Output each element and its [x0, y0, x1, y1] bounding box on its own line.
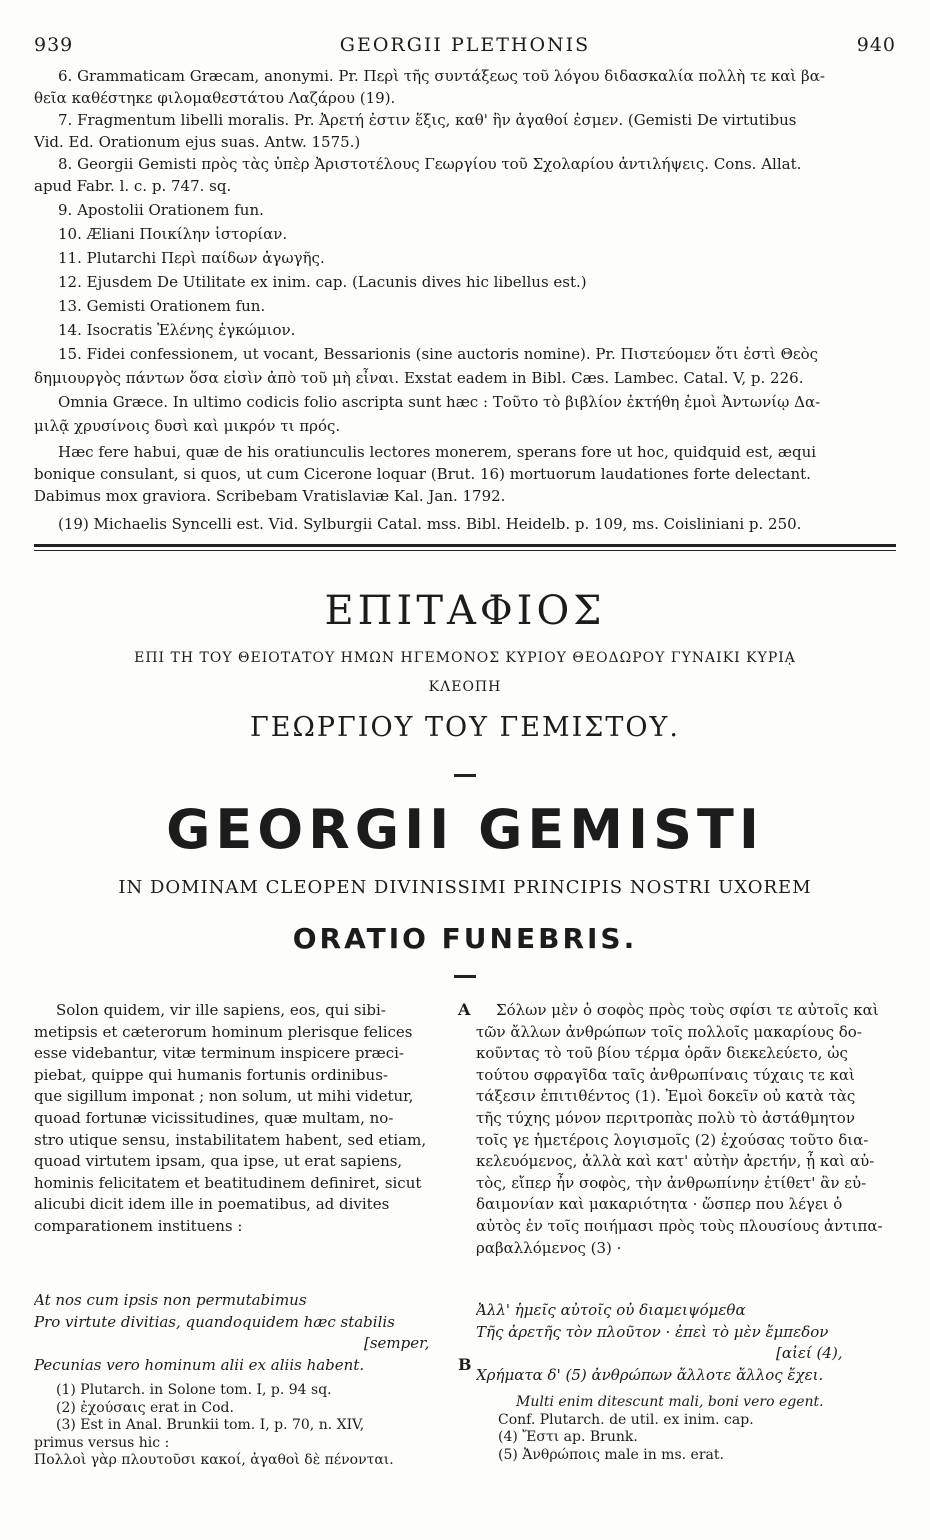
- list-line: θεῖα καθέστηκε φιλομαθεστάτου Λαζάρου (19).: [34, 89, 396, 107]
- section-rule-thin: [34, 550, 896, 551]
- verse-line: Pecunias vero hominum alii ex aliis habent.: [34, 1355, 365, 1374]
- latin-footnotes: [34, 1382, 452, 1470]
- footnote-line: (4) Ἔστι ap. Brunk.: [498, 1429, 638, 1445]
- footnote-line: (5) Ἀνθρώποις male in ms. erat.: [498, 1446, 724, 1463]
- margin-marker-b: B: [458, 1355, 472, 1374]
- list-line: 6. Grammaticam Græcam, anonymi. Pr. Περὶ τῆς συντάξεως τοῦ λόγου διδασκαλία πολλὴ τε καὶ βα-: [58, 67, 825, 85]
- latin-line: metipsis et cæterorum hominum plerisque felices: [34, 1022, 413, 1041]
- greek-line: τὸς, εἴπερ ἦν σοφὸς, τὴν ἀνθρωπίνην ἐτίθετ' ἂν εὐ-: [476, 1173, 867, 1192]
- footnote-line: (1) Plutarch. in Solone tom. I, p. 94 sq.: [56, 1382, 332, 1398]
- list-line: bonique consulant, si quos, ut cum Cicerone loquar (Brut. 16) mortuorum laudationes forte delectant.: [34, 465, 811, 483]
- verse-line: Ἀλλ' ἡμεῖς αὐτοῖς οὐ διαμειψόμεθα: [476, 1301, 746, 1319]
- latin-line: que sigillum imponat ; non solum, ut mihi videtur,: [34, 1087, 414, 1106]
- list-line: 11. Plutarchi Περὶ παίδων ἀγωγῆς.: [58, 249, 325, 267]
- footnote-line: (3) Est in Anal. Brunkii tom. I, p. 70, n. XIV,: [56, 1417, 365, 1433]
- footnote-line: Conf. Plutarch. de util. ex inim. cap.: [498, 1411, 754, 1428]
- verse-line: [semper,: [364, 1334, 430, 1353]
- list-line: Omnia Græce. In ultimo codicis folio ascripta sunt hæc : Τοῦτο τὸ βιβλίον ἐκτήθη ἐμοὶ Ἀντωνίῳ Δα-: [58, 393, 821, 411]
- greek-line: τοῖς γε ἡμετέροις λογισμοῖς (2) ἐχούσας τοῦτο δια-: [476, 1130, 869, 1149]
- left-page-number: 939: [34, 34, 74, 56]
- greek-subtitle-2: ΚΛΕΟΠΗ: [428, 679, 502, 695]
- list-line: 9. Apostolii Orationem fun.: [58, 201, 264, 219]
- footnote-19: (19) Michaelis Syncelli est. Vid. Sylburgii Catal. mss. Bibl. Heidelb. p. 109, ms. Coisliniani p. 250.: [58, 515, 802, 533]
- latin-title: GEORGII GEMISTI: [166, 798, 764, 861]
- list-line: μιλᾷ χρυσίνοις δυσὶ καὶ μικρόν τι πρός.: [34, 417, 341, 435]
- greek-footnotes: [476, 1394, 896, 1464]
- list-line: 15. Fidei confessionem, ut vocant, Bessarionis (sine auctoris nomine). Pr. Πιστεύομεν ὅτι ἐστὶ Θεὸς: [58, 345, 819, 363]
- margin-marker-a: A: [458, 1000, 471, 1019]
- greek-line: κοῦντας τὸ τοῦ βίου τέρμα ὁρᾶν διεκελεύετο, ὡς: [476, 1044, 848, 1063]
- latin-column: [34, 1000, 452, 1238]
- latin-line: comparationem instituens :: [34, 1216, 243, 1235]
- greek-subtitle: ΕΠΙ ΤΗ ΤΟΥ ΘΕΙΟΤΑΤΟΥ ΗΜΩΝ ΗΓΕΜΟΝΟΣ ΚΥΡΙΟΥ ΘΕΟΔΩΡΟΥ ΓΥΝΑΙΚΙ ΚΥΡΙᾼ: [134, 650, 796, 666]
- latin-verse: [34, 1290, 452, 1376]
- verse-line: At nos cum ipsis non permutabimus: [34, 1291, 307, 1309]
- list-line: Vid. Ed. Orationum ejus suas. Antw. 1575.): [34, 133, 361, 151]
- running-title: GEORGII PLETHONIS: [339, 34, 591, 56]
- footnote-line: Πολλοὶ γὰρ πλουτοῦσι κακοί, ἀγαθοὶ δὲ πένονται.: [34, 1452, 394, 1468]
- greek-author: ΓΕΩΡΓΙΟΥ ΤΟΥ ΓΕΜΙΣΤΟΥ.: [250, 712, 680, 743]
- greek-line: τούτου σφραγῖδα ταῖς ἀνθρωπίναις τύχαις τε καὶ: [476, 1065, 855, 1084]
- right-page-number: 940: [856, 34, 896, 56]
- list-line: Dabimus mox graviora. Scribebam Vratislaviæ Kal. Jan. 1792.: [34, 487, 506, 505]
- greek-line: τῶν ἄλλων ἀνθρώπων τοῖς πολλοῖς μακαρίους δο-: [476, 1022, 862, 1041]
- verse-line: [αἰεί (4),: [776, 1344, 843, 1363]
- list-line: δημιουργὸς πάντων ὅσα εἰσὶν ἀπὸ τοῦ μὴ εἶναι. Exstat eadem in Bibl. Cæs. Lambec. Catal. V, p. 226.: [34, 369, 804, 387]
- latin-line: hominis felicitatem et beatitudinem definiret, sicut: [34, 1173, 422, 1192]
- greek-line: ραβαλλόμενος (3) ·: [476, 1238, 622, 1257]
- list-line: 10. Æliani Ποικίλην ἱστορίαν.: [58, 225, 288, 243]
- latin-line: quoad fortunæ vicissitudines, quæ multam, no-: [34, 1108, 394, 1127]
- latin-line: alicubi dicit idem ille in poematibus, ad divites: [34, 1195, 390, 1214]
- title-dash: [454, 774, 476, 777]
- footnote-line: primus versus hic :: [34, 1434, 170, 1451]
- list-line: Hæc fere habui, quæ de his oratiunculis lectores monerem, sperans fore ut hoc, quidquid est, æqui: [58, 443, 817, 461]
- greek-title: ΕΠΙΤΑΦΙΟΣ: [324, 588, 606, 634]
- verse-line: Χρήματα δ' (5) ἀνθρώπων ἄλλοτε ἄλλος ἔχει.: [476, 1365, 824, 1384]
- greek-line: τάξεσιν ἐπιτιθέντος (1). Ἐμοὶ δοκεῖν οὐ κατὰ τὰς: [476, 1087, 856, 1106]
- verse-line: Τῆς ἀρετῆς τὸν πλοῦτον · ἐπεὶ τὸ μὲν ἔμπεδον: [476, 1322, 829, 1341]
- list-line: 7. Fragmentum libelli moralis. Pr. Ἀρετή ἐστιν ἕξις, καθ' ἣν ἀγαθοί ἐσμεν. (Gemisti De virtutibus: [58, 111, 797, 129]
- greek-line: Σόλων μὲν ὁ σοφὸς πρὸς τοὺς σφίσι τε αὐτοῖς καὶ: [496, 1001, 879, 1019]
- list-line: apud Fabr. l. c. p. 747. sq.: [34, 177, 232, 195]
- latin-subtitle: IN DOMINAM CLEOPEN DIVINISSIMI PRINCIPIS NOSTRI UXOREM: [118, 877, 812, 898]
- greek-verse: [476, 1300, 896, 1386]
- list-line: 13. Gemisti Orationem fun.: [58, 297, 266, 315]
- latin-line: Solon quidem, vir ille sapiens, eos, qui sibi-: [56, 1001, 386, 1019]
- latin-line: piebat, quippe qui humanis fortunis ordinibus-: [34, 1065, 388, 1084]
- footnote-line: (2) ἐχούσαις erat in Cod.: [56, 1399, 234, 1416]
- list-line: 8. Georgii Gemisti πρὸς τὰς ὑπὲρ Ἀριστοτέλους Γεωργίου τοῦ Σχολαρίου ἀντιλήψεις. Cons. Allat.: [58, 155, 802, 173]
- title-dash-2: [454, 975, 476, 978]
- greek-column: [476, 1000, 896, 1259]
- greek-line: δαιμονίαν καὶ μακαριότητα · ὥσπερ που λέγει ὁ: [476, 1195, 843, 1214]
- section-rule: [34, 544, 896, 547]
- latin-title-2: ORATIO FUNEBRIS.: [292, 922, 638, 955]
- verse-line: Pro virtute divitias, quandoquidem hæc stabilis: [34, 1312, 395, 1331]
- latin-line: quoad virtutem ipsam, qua ipse, ut erat sapiens,: [34, 1152, 403, 1171]
- greek-line: αὐτὸς ἐν τοῖς ποιήμασι πρὸς τοὺς πλουσίους ἀντιπα-: [476, 1216, 883, 1235]
- footnote-line: Multi enim ditescunt mali, boni vero egent.: [516, 1394, 824, 1410]
- list-line: 12. Ejusdem De Utilitate ex inim. cap. (Lacunis dives hic libellus est.): [58, 273, 587, 291]
- greek-line: κελευόμενος, ἀλλὰ καὶ κατ' αὐτὴν ἀρετήν, ᾗ καὶ αὐ-: [476, 1152, 875, 1171]
- latin-line: esse videbantur, vitæ terminum inspicere præci-: [34, 1044, 404, 1063]
- greek-line: τῆς τύχης μόνον περιτροπὰς πολὺ τὸ ἀστάθμητον: [476, 1108, 855, 1127]
- latin-line: stro utique sensu, instabilitatem habent, sed etiam,: [34, 1130, 427, 1149]
- list-line: 14. Isocratis Ἑλένης ἐγκώμιον.: [58, 321, 296, 339]
